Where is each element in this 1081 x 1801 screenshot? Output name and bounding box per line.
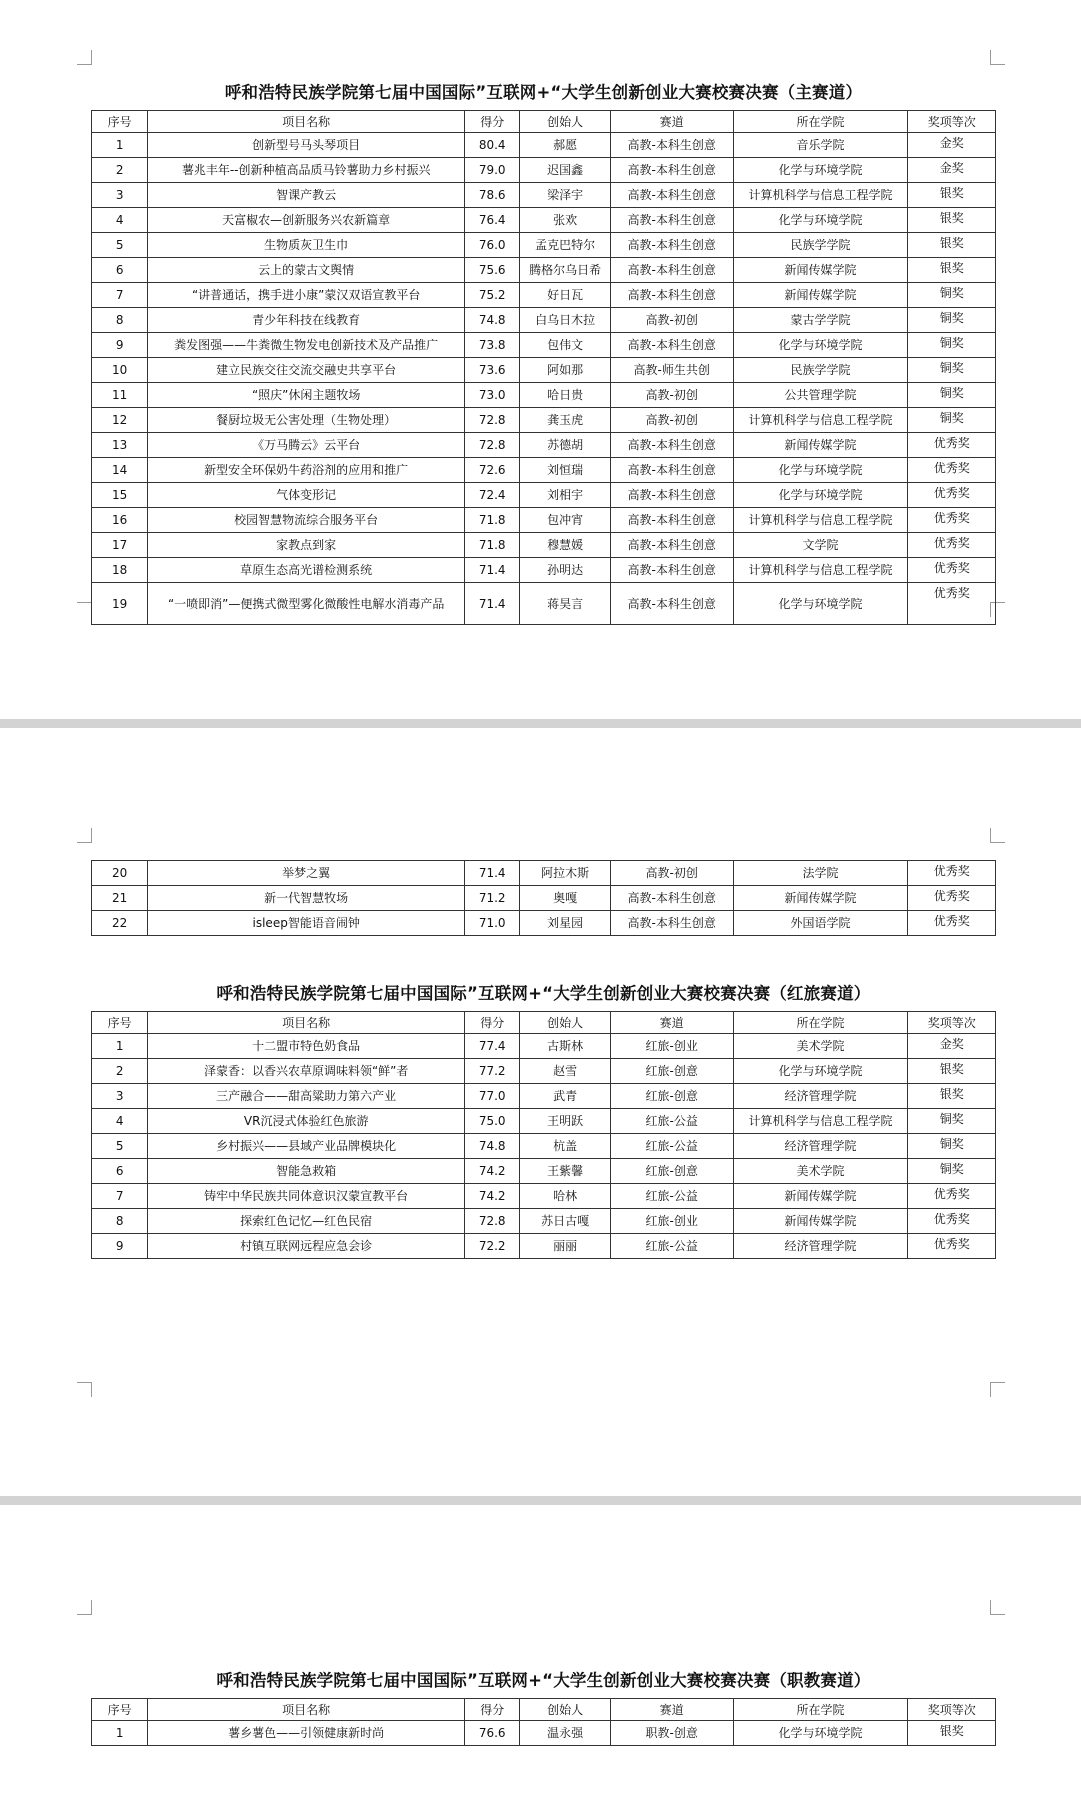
vocational-track-table — [91, 1698, 996, 1746]
cell-track: 高教-师生共创 — [610, 358, 733, 383]
cell-index: 2 — [92, 1059, 148, 1084]
cell-founder: 哈林 — [520, 1184, 611, 1209]
cell-index: 21 — [92, 886, 148, 911]
cell-award: 银奖 — [908, 1084, 996, 1109]
cell-award: 银奖 — [908, 258, 996, 283]
table-row — [92, 1234, 996, 1259]
cell-index: 7 — [92, 1184, 148, 1209]
cell-college: 计算机科学与信息工程学院 — [733, 183, 908, 208]
table-header-row — [92, 1699, 996, 1721]
cell-college: 音乐学院 — [733, 133, 908, 158]
cell-score: 72.2 — [465, 1234, 520, 1259]
cell-track: 高教-本科生创意 — [610, 483, 733, 508]
cell-index: 6 — [92, 1159, 148, 1184]
table-row — [92, 208, 996, 233]
cell-college: 经济管理学院 — [733, 1134, 908, 1159]
cell-award: 优秀奖 — [908, 583, 996, 625]
cell-index: 7 — [92, 283, 148, 308]
cell-track: 高教-初创 — [610, 861, 733, 886]
cell-score: 77.0 — [465, 1084, 520, 1109]
cell-score: 74.8 — [465, 308, 520, 333]
cell-project-name: 天富椒农—创新服务兴农新篇章 — [148, 208, 465, 233]
cell-founder: 哈日贵 — [520, 383, 611, 408]
cell-score: 74.2 — [465, 1159, 520, 1184]
cell-college: 美术学院 — [733, 1159, 908, 1184]
cell-project-name: 十二盟市特色奶食品 — [148, 1034, 465, 1059]
cell-score: 71.0 — [465, 911, 520, 936]
cell-track: 红旅-公益 — [610, 1109, 733, 1134]
cell-project-name: 家教点到家 — [148, 533, 465, 558]
cell-college: 化学与环境学院 — [733, 583, 908, 625]
cell-founder: 奥嘎 — [520, 886, 611, 911]
cell-founder: 张欢 — [520, 208, 611, 233]
cell-score: 77.2 — [465, 1059, 520, 1084]
cell-founder: 温永强 — [520, 1721, 611, 1746]
cell-track: 红旅-创意 — [610, 1084, 733, 1109]
cell-score: 76.0 — [465, 233, 520, 258]
cell-college: 新闻传媒学院 — [733, 886, 908, 911]
cell-track: 高教-本科生创意 — [610, 258, 733, 283]
crop-mark — [990, 50, 1005, 65]
cell-award: 优秀奖 — [908, 558, 996, 583]
main-track-table-continued — [91, 860, 996, 936]
cell-track: 高教-本科生创意 — [610, 333, 733, 358]
cell-college: 化学与环境学院 — [733, 333, 908, 358]
cell-score: 72.6 — [465, 458, 520, 483]
cell-college: 民族学学院 — [733, 358, 908, 383]
cell-score: 72.8 — [465, 433, 520, 458]
cell-award: 优秀奖 — [908, 1234, 996, 1259]
cell-index: 15 — [92, 483, 148, 508]
cell-track: 职教-创意 — [610, 1721, 733, 1746]
cell-score: 71.8 — [465, 508, 520, 533]
header-founder: 创始人 — [520, 111, 611, 133]
cell-track: 红旅-创意 — [610, 1059, 733, 1084]
cell-college: 化学与环境学院 — [733, 483, 908, 508]
cell-award: 铜奖 — [908, 1109, 996, 1134]
cell-score: 71.8 — [465, 533, 520, 558]
cell-founder: 古斯林 — [520, 1034, 611, 1059]
cell-college: 新闻传媒学院 — [733, 1184, 908, 1209]
cell-project-name: 铸牢中华民族共同体意识汉蒙宣教平台 — [148, 1184, 465, 1209]
table-row — [92, 283, 996, 308]
cell-project-name: 三产融合——甜高粱助力第六产业 — [148, 1084, 465, 1109]
cell-index: 1 — [92, 1034, 148, 1059]
cell-award: 优秀奖 — [908, 911, 996, 936]
cell-score: 75.0 — [465, 1109, 520, 1134]
cell-index: 20 — [92, 861, 148, 886]
cell-index: 17 — [92, 533, 148, 558]
table-row — [92, 258, 996, 283]
cell-project-name: 校园智慧物流综合服务平台 — [148, 508, 465, 533]
cell-founder: 杭盖 — [520, 1134, 611, 1159]
cell-index: 14 — [92, 458, 148, 483]
cell-college: 蒙古学学院 — [733, 308, 908, 333]
cell-track: 红旅-公益 — [610, 1184, 733, 1209]
cell-award: 铜奖 — [908, 1134, 996, 1159]
crop-mark — [77, 50, 92, 65]
cell-founder: 龚玉虎 — [520, 408, 611, 433]
cell-award: 优秀奖 — [908, 433, 996, 458]
cell-project-name: isleep智能语音闹钟 — [148, 911, 465, 936]
cell-founder: 丽丽 — [520, 1234, 611, 1259]
cell-project-name: 云上的蒙古文舆情 — [148, 258, 465, 283]
cell-award: 铜奖 — [908, 408, 996, 433]
table-row — [92, 1721, 996, 1746]
cell-score: 71.4 — [465, 583, 520, 625]
cell-score: 77.4 — [465, 1034, 520, 1059]
cell-award: 金奖 — [908, 158, 996, 183]
cell-score: 72.8 — [465, 1209, 520, 1234]
cell-founder: 迟国鑫 — [520, 158, 611, 183]
cell-track: 高教-本科生创意 — [610, 458, 733, 483]
header-track: 赛道 — [610, 111, 733, 133]
cell-project-name: 泽蒙香：以香兴农草原调味料领“鲜”者 — [148, 1059, 465, 1084]
header-award: 奖项等次 — [908, 111, 996, 133]
cell-award: 优秀奖 — [908, 861, 996, 886]
header-project-name: 项目名称 — [148, 1012, 465, 1034]
header-college: 所在学院 — [733, 1699, 908, 1721]
table-row — [92, 1184, 996, 1209]
header-index: 序号 — [92, 1012, 148, 1034]
cell-founder: 白乌日木拉 — [520, 308, 611, 333]
cell-track: 高教-本科生创意 — [610, 183, 733, 208]
cell-project-name: 生物质灰卫生巾 — [148, 233, 465, 258]
cell-project-name: 举梦之翼 — [148, 861, 465, 886]
page-separator — [0, 719, 1081, 728]
crop-mark — [990, 1382, 1005, 1397]
table-header-row — [92, 111, 996, 133]
cell-index: 3 — [92, 183, 148, 208]
cell-award: 优秀奖 — [908, 508, 996, 533]
header-index: 序号 — [92, 1699, 148, 1721]
cell-track: 红旅-创业 — [610, 1209, 733, 1234]
cell-score: 72.8 — [465, 408, 520, 433]
cell-index: 1 — [92, 133, 148, 158]
header-project-name: 项目名称 — [148, 1699, 465, 1721]
cell-founder: 梁泽宇 — [520, 183, 611, 208]
cell-founder: 王明跃 — [520, 1109, 611, 1134]
cell-founder: 包冲宵 — [520, 508, 611, 533]
table-row — [92, 533, 996, 558]
cell-track: 高教-本科生创意 — [610, 158, 733, 183]
header-founder: 创始人 — [520, 1012, 611, 1034]
cell-index: 19 — [92, 583, 148, 625]
table-row — [92, 408, 996, 433]
cell-award: 金奖 — [908, 133, 996, 158]
cell-index: 5 — [92, 233, 148, 258]
cell-college: 计算机科学与信息工程学院 — [733, 408, 908, 433]
cell-project-name: 创新型号马头琴项目 — [148, 133, 465, 158]
cell-track: 高教-本科生创意 — [610, 533, 733, 558]
page-separator — [0, 1496, 1081, 1505]
cell-index: 13 — [92, 433, 148, 458]
cell-founder: 孙明达 — [520, 558, 611, 583]
cell-index: 12 — [92, 408, 148, 433]
cell-track: 高教-本科生创意 — [610, 508, 733, 533]
header-track: 赛道 — [610, 1699, 733, 1721]
cell-award: 优秀奖 — [908, 483, 996, 508]
cell-index: 18 — [92, 558, 148, 583]
cell-project-name: 草原生态高光谱检测系统 — [148, 558, 465, 583]
table-row — [92, 1034, 996, 1059]
cell-score: 79.0 — [465, 158, 520, 183]
cell-track: 红旅-创业 — [610, 1034, 733, 1059]
cell-founder: 苏德胡 — [520, 433, 611, 458]
cell-college: 公共管理学院 — [733, 383, 908, 408]
cell-index: 10 — [92, 358, 148, 383]
cell-award: 铜奖 — [908, 333, 996, 358]
cell-project-name: VR沉浸式体验红色旅游 — [148, 1109, 465, 1134]
cell-award: 优秀奖 — [908, 533, 996, 558]
cell-score: 73.8 — [465, 333, 520, 358]
table-row — [92, 1084, 996, 1109]
cell-index: 1 — [92, 1721, 148, 1746]
crop-mark — [990, 1600, 1005, 1615]
cell-award: 优秀奖 — [908, 458, 996, 483]
table-row — [92, 1159, 996, 1184]
cell-college: 新闻传媒学院 — [733, 1209, 908, 1234]
cell-score: 73.6 — [465, 358, 520, 383]
cell-founder: 包伟文 — [520, 333, 611, 358]
table-row — [92, 383, 996, 408]
header-college: 所在学院 — [733, 1012, 908, 1034]
cell-track: 高教-本科生创意 — [610, 886, 733, 911]
cell-college: 新闻传媒学院 — [733, 283, 908, 308]
cell-college: 化学与环境学院 — [733, 208, 908, 233]
cell-index: 8 — [92, 308, 148, 333]
table-row — [92, 508, 996, 533]
cell-founder: 阿拉木斯 — [520, 861, 611, 886]
cell-track: 高教-本科生创意 — [610, 233, 733, 258]
cell-index: 3 — [92, 1084, 148, 1109]
cell-project-name: 乡村振兴——县域产业品牌模块化 — [148, 1134, 465, 1159]
table-row — [92, 886, 996, 911]
cell-founder: 蒋昊言 — [520, 583, 611, 625]
cell-index: 4 — [92, 208, 148, 233]
cell-index: 5 — [92, 1134, 148, 1159]
cell-score: 71.4 — [465, 861, 520, 886]
cell-college: 经济管理学院 — [733, 1084, 908, 1109]
cell-college: 计算机科学与信息工程学院 — [733, 508, 908, 533]
cell-award: 铜奖 — [908, 1159, 996, 1184]
cell-college: 法学院 — [733, 861, 908, 886]
cell-index: 9 — [92, 1234, 148, 1259]
cell-founder: 赵雪 — [520, 1059, 611, 1084]
table-row — [92, 183, 996, 208]
cell-project-name: 青少年科技在线教育 — [148, 308, 465, 333]
header-score: 得分 — [465, 1699, 520, 1721]
cell-college: 计算机科学与信息工程学院 — [733, 558, 908, 583]
cell-award: 银奖 — [908, 233, 996, 258]
cell-project-name: 餐厨垃圾无公害处理（生物处理） — [148, 408, 465, 433]
cell-project-name: “一喷即消”—便携式微型雾化微酸性电解水消毒产品 — [148, 583, 465, 625]
cell-project-name: 建立民族交往交流交融史共享平台 — [148, 358, 465, 383]
cell-college: 文学院 — [733, 533, 908, 558]
cell-project-name: 智课产教云 — [148, 183, 465, 208]
header-award: 奖项等次 — [908, 1012, 996, 1034]
cell-founder: 阿如那 — [520, 358, 611, 383]
cell-score: 71.4 — [465, 558, 520, 583]
cell-track: 红旅-公益 — [610, 1134, 733, 1159]
red-track-title: 呼和浩特民族学院第七届中国国际”互联网+“大学生创新创业大赛校赛决赛（红旅赛道） — [216, 984, 871, 1003]
crop-mark — [77, 1600, 92, 1615]
cell-college: 新闻传媒学院 — [733, 258, 908, 283]
cell-index: 8 — [92, 1209, 148, 1234]
table-header-row — [92, 1012, 996, 1034]
cell-project-name: 村镇互联网远程应急会诊 — [148, 1234, 465, 1259]
crop-mark — [77, 1382, 92, 1397]
cell-score: 71.2 — [465, 886, 520, 911]
cell-track: 高教-本科生创意 — [610, 583, 733, 625]
table-row — [92, 458, 996, 483]
cell-award: 优秀奖 — [908, 1184, 996, 1209]
table-row — [92, 358, 996, 383]
cell-score: 75.6 — [465, 258, 520, 283]
header-founder: 创始人 — [520, 1699, 611, 1721]
table-row — [92, 1209, 996, 1234]
cell-founder: 王紫馨 — [520, 1159, 611, 1184]
header-project-name: 项目名称 — [148, 111, 465, 133]
cell-track: 高教-本科生创意 — [610, 133, 733, 158]
header-college: 所在学院 — [733, 111, 908, 133]
cell-score: 74.2 — [465, 1184, 520, 1209]
cell-track: 红旅-公益 — [610, 1234, 733, 1259]
cell-founder: 武青 — [520, 1084, 611, 1109]
cell-founder: 郝愿 — [520, 133, 611, 158]
cell-college: 经济管理学院 — [733, 1234, 908, 1259]
cell-index: 9 — [92, 333, 148, 358]
cell-founder: 好日瓦 — [520, 283, 611, 308]
header-track: 赛道 — [610, 1012, 733, 1034]
table-row — [92, 1134, 996, 1159]
cell-track: 高教-本科生创意 — [610, 558, 733, 583]
cell-college: 化学与环境学院 — [733, 158, 908, 183]
cell-award: 银奖 — [908, 183, 996, 208]
cell-score: 73.0 — [465, 383, 520, 408]
main-track-table — [91, 110, 996, 625]
table-row — [92, 158, 996, 183]
cell-index: 6 — [92, 258, 148, 283]
table-row — [92, 861, 996, 886]
crop-mark — [77, 602, 92, 617]
header-score: 得分 — [465, 111, 520, 133]
cell-project-name: 薯兆丰年--创新种植高品质马铃薯助力乡村振兴 — [148, 158, 465, 183]
cell-project-name: “讲普通话，携手进小康”蒙汉双语宣教平台 — [148, 283, 465, 308]
cell-index: 22 — [92, 911, 148, 936]
cell-award: 铜奖 — [908, 308, 996, 333]
cell-award: 金奖 — [908, 1034, 996, 1059]
table-row — [92, 133, 996, 158]
cell-college: 美术学院 — [733, 1034, 908, 1059]
cell-award: 银奖 — [908, 1059, 996, 1084]
cell-index: 16 — [92, 508, 148, 533]
cell-award: 优秀奖 — [908, 886, 996, 911]
red-track-table — [91, 1011, 996, 1259]
cell-founder: 穆慧媛 — [520, 533, 611, 558]
cell-founder: 腾格尔乌日希 — [520, 258, 611, 283]
crop-mark — [77, 828, 92, 843]
cell-award: 铜奖 — [908, 358, 996, 383]
cell-score: 80.4 — [465, 133, 520, 158]
table-row — [92, 433, 996, 458]
cell-track: 高教-初创 — [610, 308, 733, 333]
cell-college: 外国语学院 — [733, 911, 908, 936]
cell-score: 72.4 — [465, 483, 520, 508]
cell-project-name: 探索红色记忆—红色民宿 — [148, 1209, 465, 1234]
cell-college: 化学与环境学院 — [733, 1721, 908, 1746]
table-row — [92, 1059, 996, 1084]
cell-award: 银奖 — [908, 1721, 996, 1746]
table-row — [92, 583, 996, 625]
cell-project-name: 新一代智慧牧场 — [148, 886, 465, 911]
cell-track: 红旅-创意 — [610, 1159, 733, 1184]
header-index: 序号 — [92, 111, 148, 133]
table-row — [92, 911, 996, 936]
cell-track: 高教-本科生创意 — [610, 433, 733, 458]
cell-track: 高教-初创 — [610, 408, 733, 433]
cell-score: 76.6 — [465, 1721, 520, 1746]
cell-founder: 孟克巴特尔 — [520, 233, 611, 258]
cell-index: 4 — [92, 1109, 148, 1134]
table-row — [92, 233, 996, 258]
crop-mark — [990, 828, 1005, 843]
cell-award: 铜奖 — [908, 383, 996, 408]
cell-college: 化学与环境学院 — [733, 458, 908, 483]
cell-founder: 刘星园 — [520, 911, 611, 936]
cell-college: 新闻传媒学院 — [733, 433, 908, 458]
cell-track: 高教-本科生创意 — [610, 283, 733, 308]
header-award: 奖项等次 — [908, 1699, 996, 1721]
cell-project-name: 气体变形记 — [148, 483, 465, 508]
cell-project-name: 《万马腾云》云平台 — [148, 433, 465, 458]
cell-project-name: 粪发图强——牛粪微生物发电创新技术及产品推广 — [148, 333, 465, 358]
cell-score: 76.4 — [465, 208, 520, 233]
cell-founder: 苏日古嘎 — [520, 1209, 611, 1234]
cell-founder: 刘相宇 — [520, 483, 611, 508]
cell-award: 银奖 — [908, 208, 996, 233]
cell-project-name: 薯乡薯色——引领健康新时尚 — [148, 1721, 465, 1746]
cell-award: 铜奖 — [908, 283, 996, 308]
table-row — [92, 308, 996, 333]
vocational-track-title: 呼和浩特民族学院第七届中国国际”互联网+“大学生创新创业大赛校赛决赛（职教赛道） — [216, 1671, 871, 1690]
table-row — [92, 558, 996, 583]
table-row — [92, 333, 996, 358]
cell-college: 民族学学院 — [733, 233, 908, 258]
cell-project-name: “照庆”休闲主题牧场 — [148, 383, 465, 408]
cell-track: 高教-初创 — [610, 383, 733, 408]
cell-founder: 刘恒瑞 — [520, 458, 611, 483]
cell-index: 11 — [92, 383, 148, 408]
cell-college: 化学与环境学院 — [733, 1059, 908, 1084]
cell-score: 78.6 — [465, 183, 520, 208]
cell-college: 计算机科学与信息工程学院 — [733, 1109, 908, 1134]
cell-track: 高教-本科生创意 — [610, 208, 733, 233]
main-track-title: 呼和浩特民族学院第七届中国国际”互联网+“大学生创新创业大赛校赛决赛（主赛道） — [224, 83, 863, 102]
cell-score: 74.8 — [465, 1134, 520, 1159]
cell-project-name: 新型安全环保奶牛药浴剂的应用和推广 — [148, 458, 465, 483]
cell-project-name: 智能急救箱 — [148, 1159, 465, 1184]
header-score: 得分 — [465, 1012, 520, 1034]
cell-score: 75.2 — [465, 283, 520, 308]
cell-index: 2 — [92, 158, 148, 183]
table-row — [92, 1109, 996, 1134]
cell-award: 优秀奖 — [908, 1209, 996, 1234]
table-row — [92, 483, 996, 508]
cell-track: 高教-本科生创意 — [610, 911, 733, 936]
